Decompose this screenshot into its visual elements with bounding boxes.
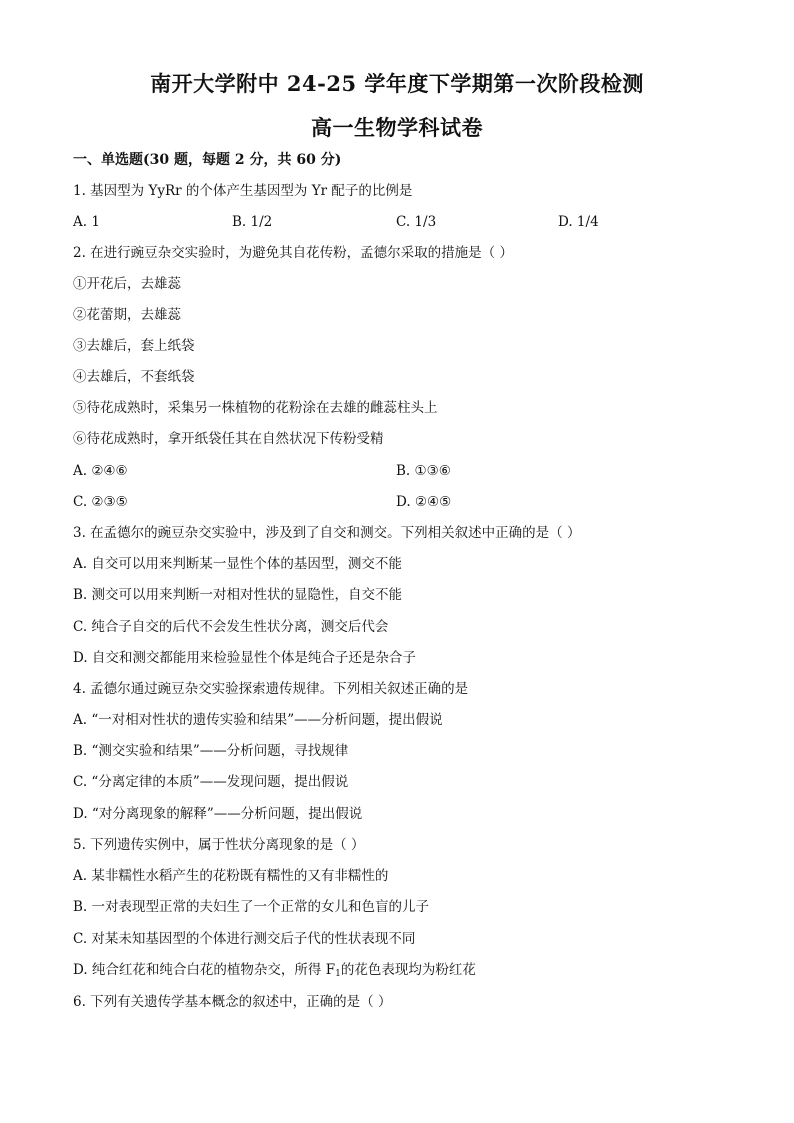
question-5-option-b: B. 一对表现型正常的夫妇生了一个正常的女儿和色盲的儿子 [73,899,430,915]
question-2-option-b: B. ①③⑥ [396,463,451,479]
question-3-option-b: B. 测交可以用来判断一对相对性状的显隐性，自交不能 [73,587,403,603]
question-2-option-a: A. ②④⑥ [73,463,128,479]
question-4-option-c: C. “分离定律的本质”——发现问题，提出假说 [73,774,349,790]
question-3-option-c: C. 纯合子自交的后代不会发生性状分离，测交后代会 [73,619,389,635]
question-4-stem: 4. 孟德尔通过豌豆杂交实验探索遗传规律。下列相关叙述正确的是 [73,681,469,697]
question-5-option-d [73,960,476,984]
question-5-option-d-subscript: 1 [335,969,341,979]
question-5-option-a: A. 某非糯性水稻产生的花粉既有糯性的又有非糯性的 [73,868,389,884]
question-1-option-a: A. 1 [73,214,100,230]
question-2-item: ①开花后，去雄蕊 [73,276,181,292]
question-4-option-a: A. “一对相对性状的遗传实验和结果”——分析问题，提出假说 [73,712,443,728]
question-2-option-c: C. ②③⑤ [73,494,128,510]
question-6-stem: 6. 下列有关遗传学基本概念的叙述中，正确的是（ ） [73,994,392,1010]
question-4-option-b: B. “测交实验和结果”——分析问题，寻找规律 [73,743,349,759]
question-2-stem: 2. 在进行豌豆杂交实验时，为避免其自花传粉，孟德尔采取的措施是（ ） [73,245,513,261]
question-1-stem: 1. 基因型为 YyRr 的个体产生基因型为 Yr 配子的比例是 [73,183,413,199]
question-1-option-b: B. 1/2 [232,214,273,230]
exam-subtitle: 高一生物学科试卷 [311,115,483,140]
question-2-item: ⑥待花成熟时，拿开纸袋任其在自然状况下传粉受精 [73,431,384,447]
question-2-item: ②花蕾期，去雄蕊 [73,307,181,323]
question-5-option-d-text-end: 的花色表现均为粉红花 [340,962,476,978]
question-4-option-d: D. “对分离现象的解释”——分析问题，提出假说 [73,806,363,822]
question-1-option-d: D. 1/4 [558,214,599,230]
question-3-stem: 3. 在孟德尔的豌豆杂交实验中，涉及到了自交和测交。下列相关叙述中正确的是（ ） [73,525,581,541]
question-3-option-d: D. 自交和测交都能用来检验显性个体是纯合子还是杂合子 [73,650,416,666]
question-5-stem: 5. 下列遗传实例中，属于性状分离现象的是（ ） [73,837,365,853]
question-2-option-d: D. ②④⑤ [396,494,452,510]
question-2-item: ⑤待花成熟时，采集另一株植物的花粉涂在去雄的雌蕊柱头上 [73,400,438,416]
question-5-option-c: C. 对某未知基因型的个体进行测交后子代的性状表现不同 [73,931,416,947]
question-2-item: ③去雄后，套上纸袋 [73,338,195,354]
section-heading: 一、单选题(30 题，每题 2 分，共 60 分) [73,152,342,168]
question-1-option-c: C. 1/3 [396,214,437,230]
question-2-item: ④去雄后，不套纸袋 [73,369,195,385]
question-3-option-a: A. 自交可以用来判断某一显性个体的基因型，测交不能 [73,556,402,572]
question-5-option-d-text: D. 纯合红花和纯合白花的植物杂交，所得 F [73,962,336,978]
exam-title: 南开大学附中 24-25 学年度下学期第一次阶段检测 [150,71,644,96]
